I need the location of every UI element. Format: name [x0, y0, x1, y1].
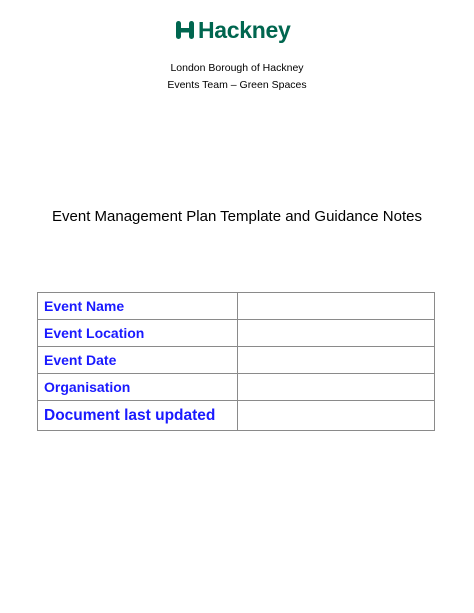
event-location-label: Event Location: [38, 320, 238, 347]
document-title: Event Management Plan Template and Guidance Notes: [52, 208, 422, 225]
table-row: [38, 293, 435, 320]
table-row: [38, 320, 435, 347]
logo-wordmark: Hackney: [198, 17, 291, 43]
document-last-updated-value[interactable]: [237, 401, 434, 431]
team-name: Events Team – Green Spaces: [167, 79, 307, 91]
organisation-name: London Borough of Hackney: [170, 62, 304, 74]
organisation-label: Organisation: [38, 374, 238, 401]
event-name-value[interactable]: [237, 293, 434, 320]
hackney-logo: [174, 16, 291, 44]
hackney-logo-mark-icon: [174, 19, 196, 41]
organisation-value[interactable]: [237, 374, 434, 401]
event-date-label: Event Date: [38, 347, 238, 374]
table-row: [38, 347, 435, 374]
event-date-value[interactable]: [237, 347, 434, 374]
document-last-updated-label: Document last updated: [38, 401, 238, 431]
table-row: [38, 401, 435, 431]
event-location-value[interactable]: [237, 320, 434, 347]
table-row: [38, 374, 435, 401]
event-name-label: Event Name: [38, 293, 238, 320]
event-details-table: [37, 292, 435, 431]
